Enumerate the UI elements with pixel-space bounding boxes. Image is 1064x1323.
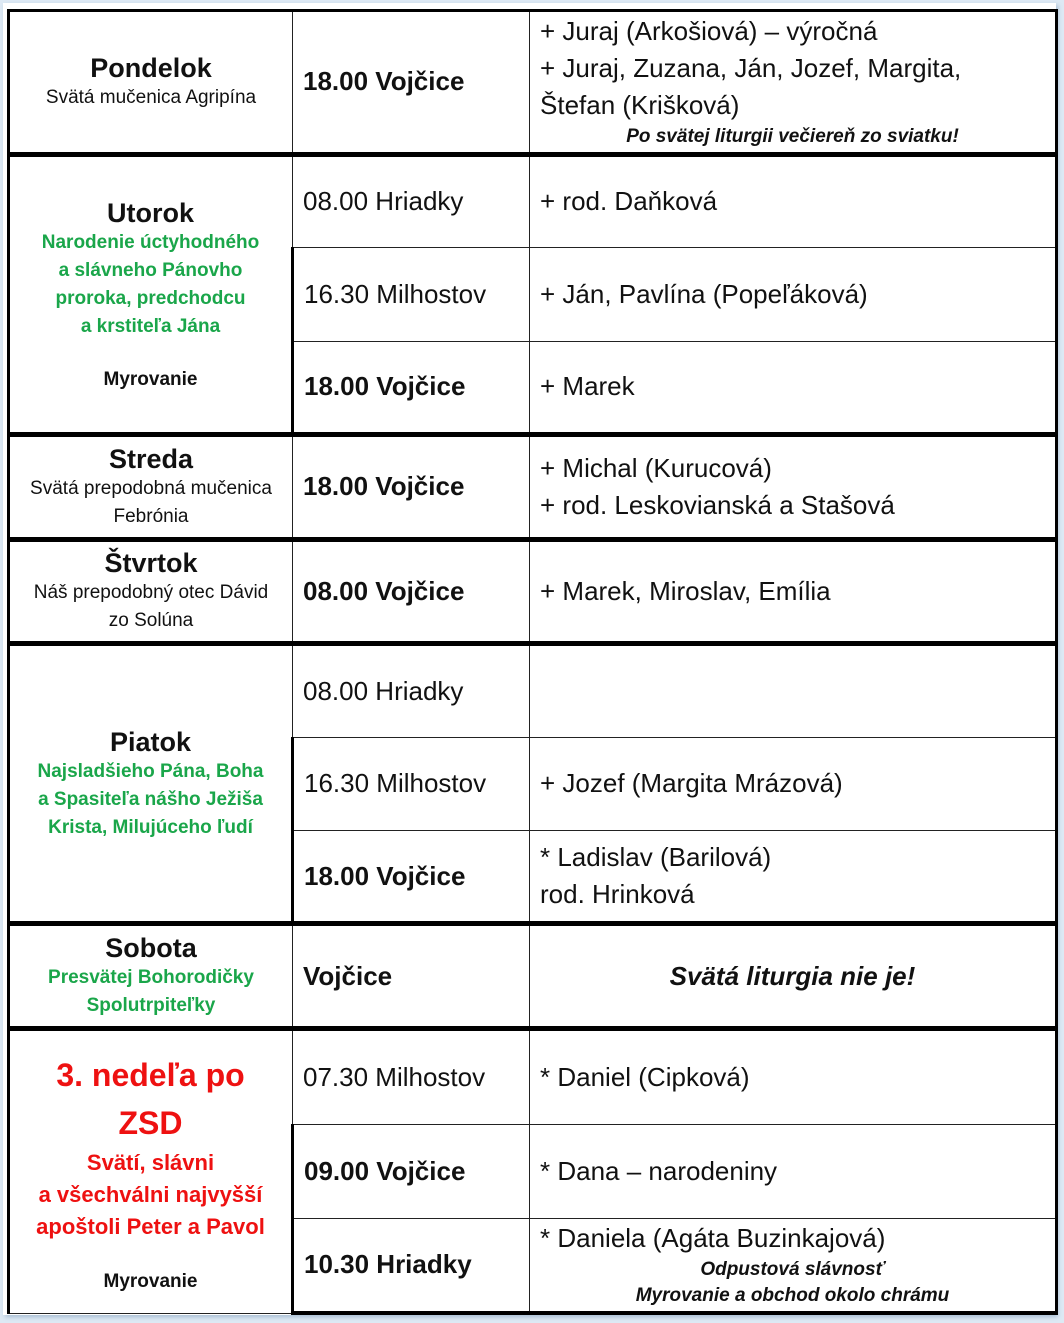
day-cell-sunday bbox=[9, 1028, 293, 1313]
service-time: 18.00 Vojčice bbox=[293, 11, 530, 155]
day-name: Piatok bbox=[109, 726, 192, 757]
schedule-row bbox=[9, 435, 1057, 540]
day-note: Myrovanie bbox=[103, 369, 198, 391]
feast-line: Narodenie úctyhodného bbox=[41, 232, 260, 254]
feast-line: Náš prepodobný otec Dávid bbox=[33, 582, 269, 604]
schedule-row bbox=[9, 11, 1057, 155]
feast-line: a Spasiteľa nášho Ježiša bbox=[38, 788, 263, 810]
service-time: 08.00 Hriadky bbox=[293, 644, 530, 737]
feast-line: Krista, Milujúceho ľudí bbox=[48, 816, 253, 838]
feast-line: Svätí, slávni bbox=[86, 1149, 215, 1175]
day-name: 3. nedeľa po bbox=[56, 1056, 245, 1093]
service-intention bbox=[530, 341, 1057, 434]
no-liturgy-notice: Svätá liturgia nie je! bbox=[669, 960, 916, 991]
service-intention bbox=[530, 539, 1057, 644]
day-cell-tuesday bbox=[9, 154, 293, 434]
intention-line: + rod. Leskovianská a Stašová bbox=[540, 489, 895, 520]
feast-line: Presvätej Bohorodičky bbox=[48, 967, 254, 989]
intention-line: * Daniela (Agáta Buzinkajová) bbox=[540, 1223, 886, 1254]
intention-line: + Marek bbox=[540, 371, 635, 402]
intention-line: + Juraj, Zuzana, Ján, Jozef, Margita, bbox=[540, 53, 962, 84]
service-time: 08.00 Vojčice bbox=[293, 539, 530, 644]
feast-line: Najsladšieho Pána, Boha bbox=[37, 760, 264, 782]
intention-line: + Ján, Pavlína (Popeľáková) bbox=[540, 278, 868, 309]
intention-line: + Marek, Miroslav, Emília bbox=[540, 575, 831, 606]
service-time: 16.30 Milhostov bbox=[293, 248, 530, 341]
day-cell-friday bbox=[9, 644, 293, 924]
day-name: Utorok bbox=[107, 198, 194, 229]
day-name: Štvrtok bbox=[104, 548, 198, 579]
service-intention bbox=[530, 1028, 1057, 1124]
service-time: Vojčice bbox=[293, 924, 530, 1029]
feast-line: a všechválni najvyšší bbox=[38, 1181, 263, 1207]
day-name: ZSD bbox=[118, 1104, 183, 1141]
intention-line: * Dana – narodeniny bbox=[540, 1156, 778, 1187]
service-time: 18.00 Vojčice bbox=[293, 435, 530, 540]
feast-line: zo Solúna bbox=[108, 610, 194, 632]
schedule-row bbox=[9, 539, 1057, 644]
intention-line: + Michal (Kurucová) bbox=[540, 452, 772, 483]
feast-line: a slávneho Pánovho bbox=[58, 260, 243, 282]
service-remark: Myrovanie a obchod okolo chrámu bbox=[635, 1285, 950, 1307]
service-time: 16.30 Milhostov bbox=[293, 737, 530, 830]
feast-line: Spolutrpiteľky bbox=[86, 995, 216, 1017]
service-intention bbox=[530, 737, 1057, 830]
feast-name: Svätá mučenica Agripína bbox=[45, 86, 257, 108]
service-intention bbox=[530, 248, 1057, 341]
feast-line: Febrónia bbox=[113, 505, 189, 527]
service-time: 18.00 Vojčice bbox=[293, 341, 530, 434]
day-cell-wednesday bbox=[9, 435, 293, 540]
service-intention bbox=[530, 924, 1057, 1029]
schedule-row bbox=[9, 1028, 1057, 1124]
intention-line: Štefan (Krišková) bbox=[540, 90, 740, 121]
day-cell-saturday bbox=[9, 924, 293, 1029]
service-intention bbox=[530, 1218, 1057, 1313]
day-name: Sobota bbox=[105, 933, 197, 964]
feast-line: Svätá prepodobná mučenica bbox=[30, 477, 272, 499]
intention-line: + rod. Daňková bbox=[540, 186, 718, 217]
service-intention bbox=[530, 11, 1057, 155]
feast-line: proroka, predchodcu bbox=[55, 288, 246, 310]
intention-line: * Daniel (Cipková) bbox=[540, 1062, 750, 1093]
service-time: 10.30 Hriadky bbox=[293, 1218, 530, 1313]
day-cell-thursday bbox=[9, 539, 293, 644]
liturgy-schedule-table bbox=[7, 9, 1058, 1315]
service-intention bbox=[530, 154, 1057, 247]
service-remark: Odpustová slávnosť bbox=[700, 1259, 885, 1281]
service-intention bbox=[530, 831, 1057, 924]
schedule-row bbox=[9, 154, 1057, 247]
intention-line: * Ladislav (Barilová) bbox=[540, 842, 772, 873]
schedule-sheet bbox=[3, 3, 1056, 1315]
intention-line: rod. Hrinková bbox=[540, 879, 695, 910]
feast-line: a krstiteľa Jána bbox=[80, 316, 221, 338]
intention-line: + Juraj (Arkošiová) – výročná bbox=[540, 16, 878, 47]
service-time: 07.30 Milhostov bbox=[293, 1028, 530, 1124]
service-time: 09.00 Vojčice bbox=[293, 1125, 530, 1218]
feast-line: apoštoli Peter a Pavol bbox=[36, 1213, 265, 1239]
day-note: Myrovanie bbox=[103, 1270, 198, 1292]
service-time: 18.00 Vojčice bbox=[293, 831, 530, 924]
day-name: Streda bbox=[108, 443, 194, 474]
service-intention bbox=[530, 1125, 1057, 1218]
intention-line: + Jozef (Margita Mrázová) bbox=[540, 768, 843, 799]
service-remark: Po svätej liturgii večiereň zo sviatku! bbox=[626, 126, 959, 148]
service-intention bbox=[530, 435, 1057, 540]
schedule-row bbox=[9, 644, 1057, 737]
day-cell-monday bbox=[9, 11, 293, 155]
service-time: 08.00 Hriadky bbox=[293, 154, 530, 247]
schedule-row bbox=[9, 924, 1057, 1029]
service-intention bbox=[530, 644, 1057, 737]
day-name: Pondelok bbox=[90, 52, 212, 83]
